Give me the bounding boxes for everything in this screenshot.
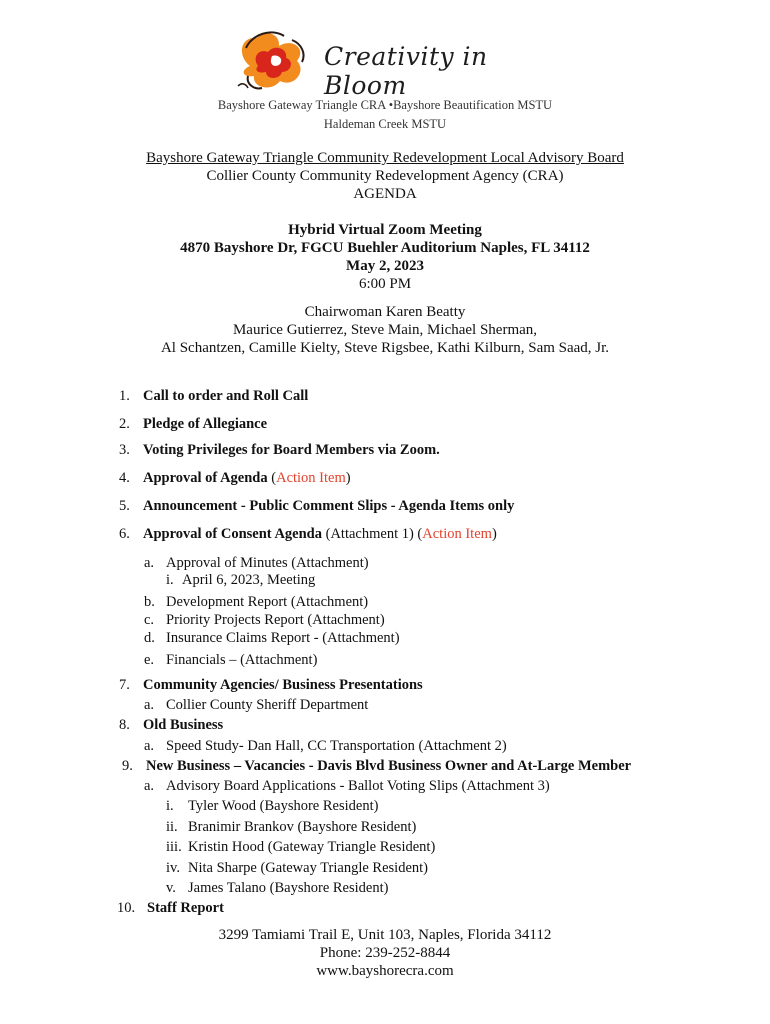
action-item-label: Action Item xyxy=(422,526,492,542)
agenda-item-7 xyxy=(119,677,423,694)
meeting-date: May 2, 2023 xyxy=(346,258,424,274)
sub-label: v. xyxy=(166,880,176,896)
agenda-item-2 xyxy=(119,416,267,433)
flower-heart-logo-icon xyxy=(232,26,327,96)
sub-text: Kristin Hood (Gateway Triangle Resident) xyxy=(188,839,436,855)
agenda-item-9 xyxy=(122,758,631,775)
sub-text: Collier County Sheriff Department xyxy=(166,697,369,713)
candidate-4 xyxy=(166,860,428,877)
agencies-line-2: Haldeman Creek MSTU xyxy=(323,117,447,131)
agenda-item-3 xyxy=(119,442,440,459)
sub-text: Tyler Wood (Bayshore Resident) xyxy=(188,798,379,814)
sub-label: i. xyxy=(166,798,174,814)
agenda-title: Voting Privileges for Board Members via Zoom. xyxy=(143,442,440,458)
candidate-3 xyxy=(166,839,435,856)
sub-item-6e xyxy=(144,652,317,669)
sub-label: a. xyxy=(144,555,155,571)
sub-item-6c xyxy=(144,612,385,629)
paren-open: ( xyxy=(267,470,277,486)
sub-label: i. xyxy=(166,572,174,588)
agenda-title: Old Business xyxy=(143,717,224,733)
sub-label: d. xyxy=(144,630,155,646)
agenda-title: Community Agencies/ Business Presentations xyxy=(143,677,423,693)
sub-label: iii. xyxy=(166,839,182,855)
agenda-item-1 xyxy=(119,388,308,405)
agenda-number: 10. xyxy=(117,900,136,916)
agenda-item-5 xyxy=(119,498,514,515)
sub-item-9a xyxy=(144,778,550,795)
meeting-time: 6:00 PM xyxy=(358,276,412,292)
footer-website[interactable]: www.bayshorecra.com xyxy=(316,963,454,979)
agenda-title: Pledge of Allegiance xyxy=(143,416,268,432)
sub-text: Approval of Minutes (Attachment) xyxy=(166,555,369,571)
agenda-title: Call to order and Roll Call xyxy=(143,388,309,404)
sub-label: e. xyxy=(144,652,155,668)
sub-label: a. xyxy=(144,778,155,794)
agenda-number: 6. xyxy=(119,526,130,542)
candidate-2 xyxy=(166,819,416,836)
sub-text: James Talano (Bayshore Resident) xyxy=(188,880,389,896)
agenda-number: 7. xyxy=(119,677,130,693)
sub-text: Financials – (Attachment) xyxy=(166,652,318,668)
sub-text: Advisory Board Applications - Ballot Voting Slips (Attachment 3) xyxy=(166,778,550,794)
sub-text: Branimir Brankov (Bayshore Resident) xyxy=(188,819,417,835)
sub-label: a. xyxy=(144,697,155,713)
logo-wordmark: Creativity in Bloom xyxy=(324,42,488,100)
meeting-location: 4870 Bayshore Dr, FGCU Buehler Auditorium Naples, FL 34112 xyxy=(180,240,590,256)
attachment-ref: (Attachment 1) ( xyxy=(322,526,423,542)
candidate-1 xyxy=(166,798,378,815)
agenda-item-4 xyxy=(119,470,351,487)
agenda-title: Approval of Consent Agenda xyxy=(143,526,322,542)
agenda-number: 9. xyxy=(122,758,133,774)
agenda-title: Staff Report xyxy=(147,900,224,916)
candidate-5 xyxy=(166,880,388,897)
agenda-number: 8. xyxy=(119,717,130,733)
sub-item-8a xyxy=(144,738,507,755)
agency-name: Collier County Community Redevelopment Agency (CRA) xyxy=(206,168,564,184)
sub-label: b. xyxy=(144,594,155,610)
sub-item-6a xyxy=(144,555,369,572)
logo xyxy=(232,26,552,100)
agenda-number: 2. xyxy=(119,416,130,432)
sub-text: Development Report (Attachment) xyxy=(166,594,369,610)
agenda-title: New Business – Vacancies - Davis Blvd Business Owner and At-Large Member xyxy=(146,758,632,774)
sub-text: Speed Study- Dan Hall, CC Transportation (Attachment 2) xyxy=(166,738,507,754)
agenda-number: 3. xyxy=(119,442,130,458)
agenda-title: Announcement - Public Comment Slips - Agenda Items only xyxy=(143,498,515,514)
sub-item-6d xyxy=(144,630,400,647)
agencies-line-1: Bayshore Gateway Triangle CRA •Bayshore Beautification MSTU xyxy=(217,98,553,112)
agenda-title: Approval of Agenda xyxy=(143,470,268,486)
board-title: Bayshore Gateway Triangle Community Redevelopment Local Advisory Board xyxy=(146,150,624,166)
action-item-label: Action Item xyxy=(276,470,346,486)
agenda-item-6 xyxy=(119,526,497,543)
sub-text: Priority Projects Report (Attachment) xyxy=(166,612,385,628)
footer-phone: Phone: 239-252-8844 xyxy=(319,945,451,961)
agenda-item-8 xyxy=(119,717,223,734)
agenda-number: 4. xyxy=(119,470,130,486)
meeting-type: Hybrid Virtual Zoom Meeting xyxy=(288,222,482,238)
paren-close: ) xyxy=(491,526,497,542)
sub-item-6b xyxy=(144,594,368,611)
agenda-item-10 xyxy=(117,900,224,917)
footer-address: 3299 Tamiami Trail E, Unit 103, Naples, Florida 34112 xyxy=(218,927,552,943)
agenda-number: 5. xyxy=(119,498,130,514)
sub-label: c. xyxy=(144,612,155,628)
agenda-number: 1. xyxy=(119,388,130,404)
members-line-2: Al Schantzen, Camille Kielty, Steve Rigsbee, Kathi Kilburn, Sam Saad, Jr. xyxy=(160,340,610,356)
sub-label: iv. xyxy=(166,860,180,876)
sub-item-7a xyxy=(144,697,368,714)
paren-close: ) xyxy=(345,470,351,486)
document-type: AGENDA xyxy=(353,186,417,202)
sub-item-6a-i xyxy=(166,572,315,589)
sub-label: ii. xyxy=(166,819,178,835)
chairperson: Chairwoman Karen Beatty xyxy=(304,304,466,320)
members-line-1: Maurice Gutierrez, Steve Main, Michael Sherman, xyxy=(232,322,538,338)
sub-text: Insurance Claims Report - (Attachment) xyxy=(166,630,400,646)
sub-text: April 6, 2023, Meeting xyxy=(182,572,316,588)
sub-text: Nita Sharpe (Gateway Triangle Resident) xyxy=(188,860,429,876)
sub-label: a. xyxy=(144,738,155,754)
